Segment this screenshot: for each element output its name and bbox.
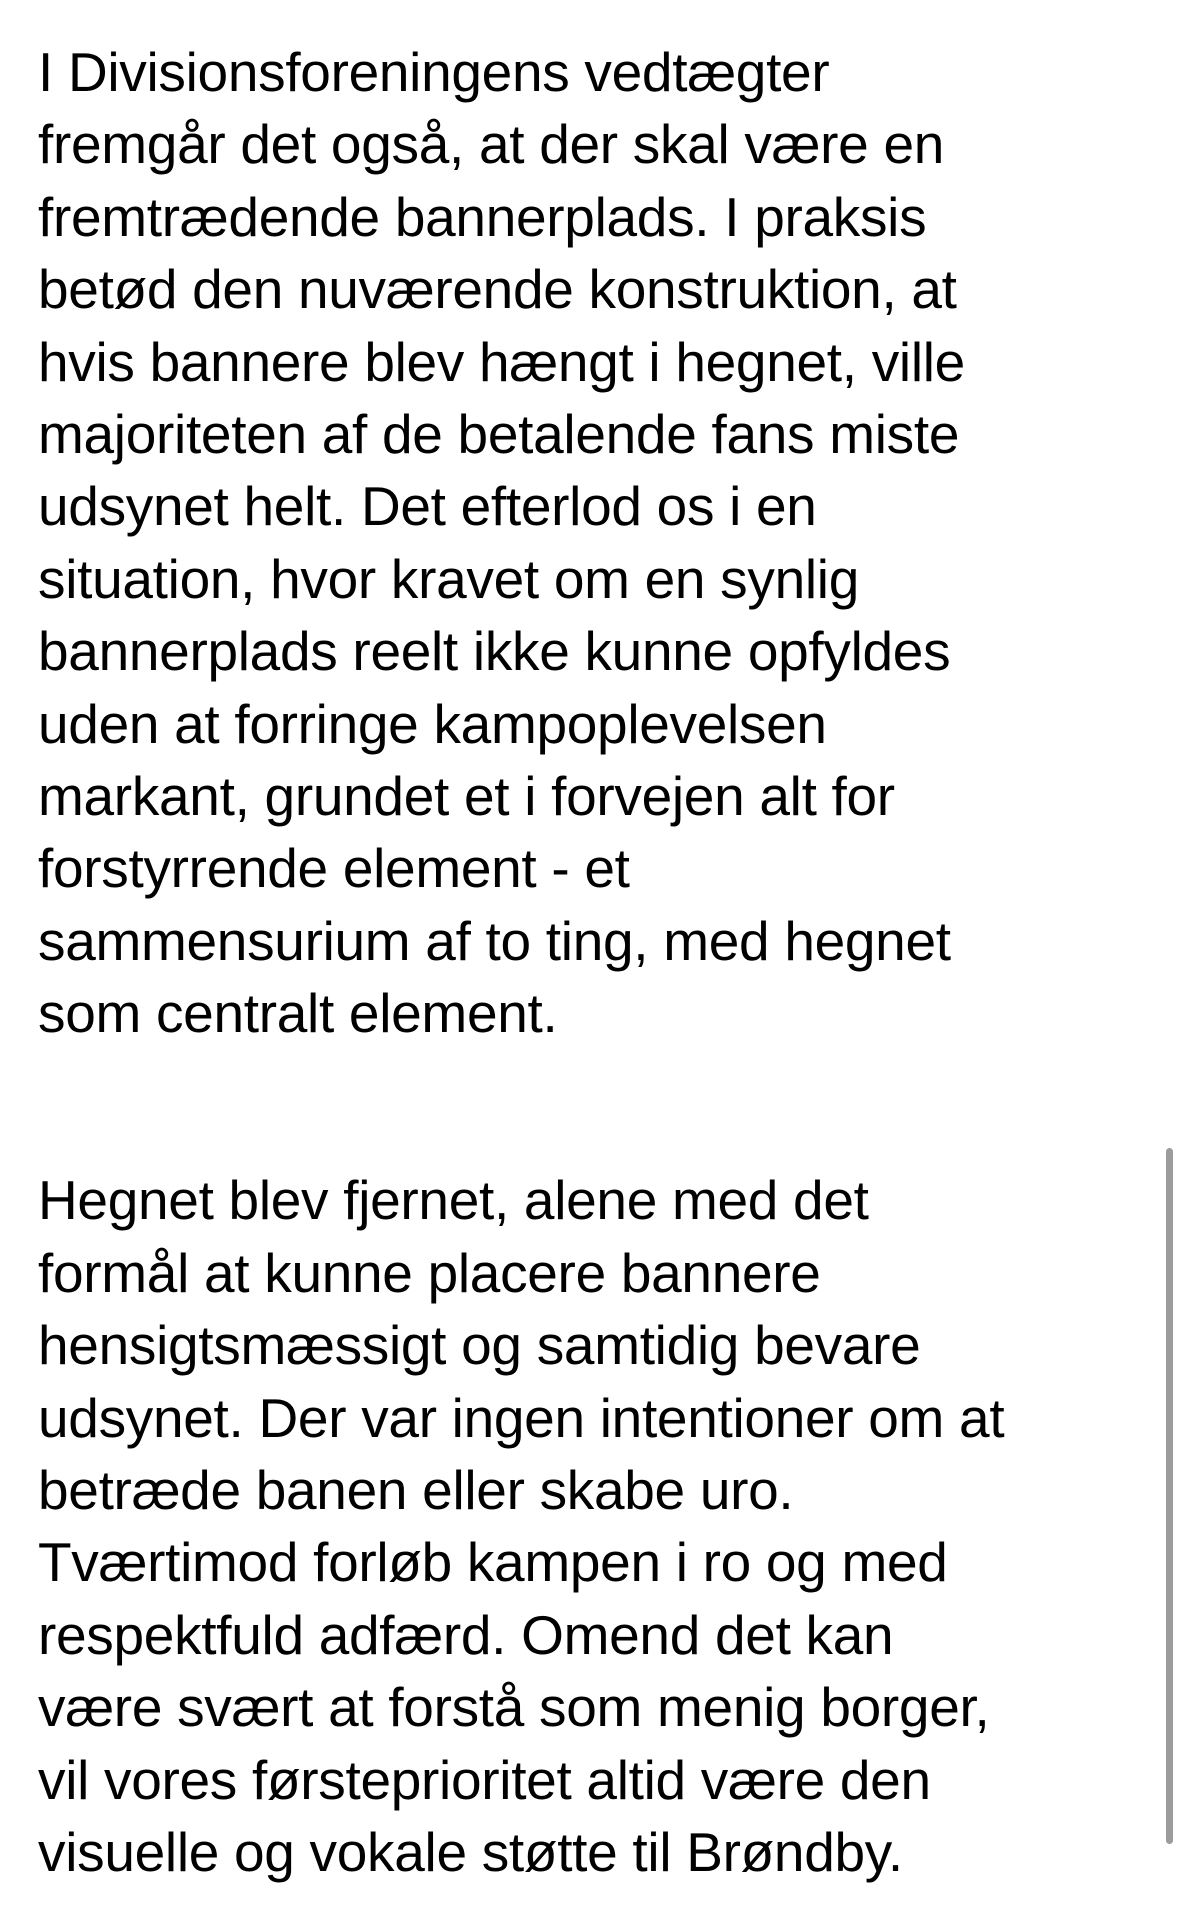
vertical-scrollbar[interactable] (1166, 1148, 1173, 1844)
text-line: fremgår det også, at der skal være en (38, 113, 945, 176)
text-line: vil vores førsteprioritet altid være den (38, 1748, 931, 1811)
text-line: betød den nuværende konstruktion, at (38, 258, 957, 321)
text-line: majoriteten af de betalende fans miste (38, 402, 960, 465)
text-line: betræde banen eller skabe uro. (38, 1459, 794, 1522)
text-line: markant, grundet et i forvejen alt for (38, 764, 895, 827)
paragraph-spacer (38, 1049, 1148, 1164)
text-line: som centralt element. (38, 982, 558, 1045)
text-line: være svært at forstå som menig borger, (38, 1676, 990, 1739)
text-line: respektfuld adfærd. Omend det kan (38, 1603, 894, 1666)
paragraph-1 (38, 36, 1148, 1049)
text-line: fremtrædende bannerplads. I praksis (38, 185, 927, 248)
paragraph-2 (38, 1164, 1148, 1888)
text-line: hvis bannere blev hængt i hegnet, ville (38, 330, 965, 393)
text-line: udsynet helt. Det efterlod os i en (38, 475, 817, 538)
text-line: situation, hvor kravet om en synlig (38, 547, 859, 610)
text-line: I Divisionsforeningens vedtægter (38, 41, 830, 103)
text-line: Tværtimod forløb kampen i ro og med (38, 1531, 948, 1594)
text-line: uden at forringe kampoplevelsen (38, 692, 827, 755)
text-line: sammensurium af to ting, med hegnet (38, 909, 951, 972)
text-line: formål at kunne placere bannere (38, 1241, 821, 1304)
document-body (38, 36, 1148, 1888)
text-line: Hegnet blev fjernet, alene med det (38, 1169, 869, 1232)
text-line: udsynet. Der var ingen intentioner om at (38, 1386, 1005, 1449)
text-line: hensigtsmæssigt og samtidig bevare (38, 1314, 921, 1377)
text-line: forstyrrende element - et (38, 837, 630, 900)
text-line: visuelle og vokale støtte til Brøndby. (38, 1820, 903, 1883)
text-line: bannerplads reelt ikke kunne opfyldes (38, 620, 951, 683)
